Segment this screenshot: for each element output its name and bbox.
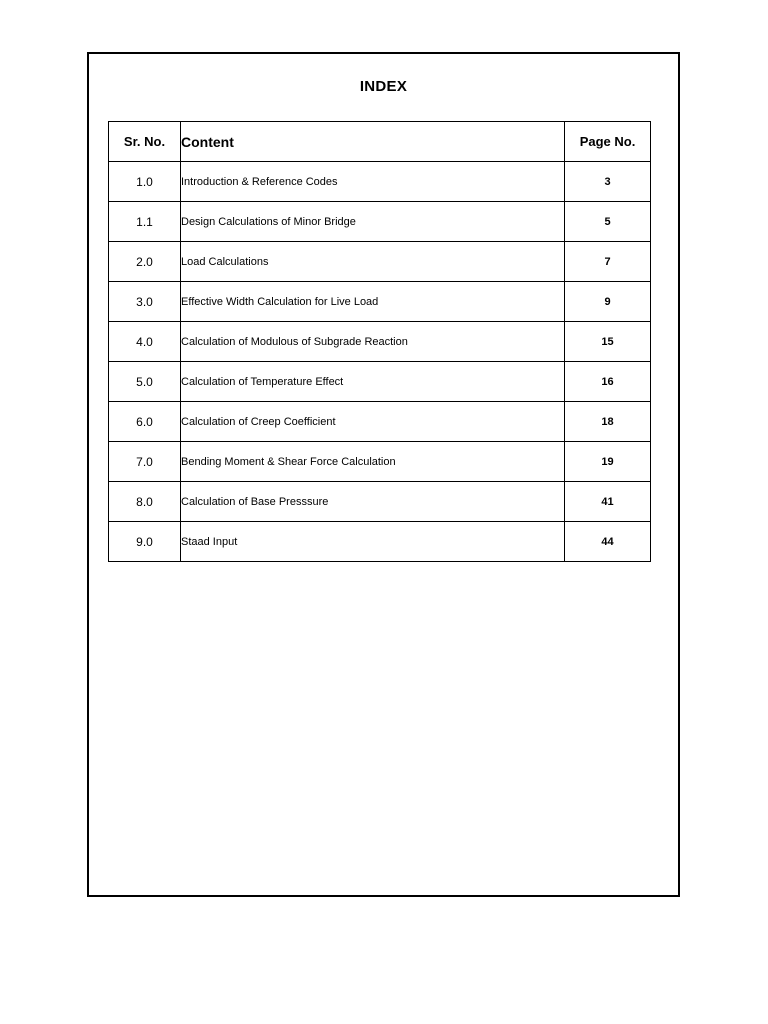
row-page-no: 15 (565, 322, 651, 362)
row-content: Design Calculations of Minor Bridge (181, 202, 565, 242)
row-sr-no: 6.0 (109, 402, 181, 442)
row-page-no: 9 (565, 282, 651, 322)
table-row (109, 162, 651, 202)
table-row (109, 482, 651, 522)
row-sr-no: 5.0 (109, 362, 181, 402)
row-page-no: 18 (565, 402, 651, 442)
row-page-no: 44 (565, 522, 651, 562)
row-sr-no: 1.0 (109, 162, 181, 202)
table-row (109, 442, 651, 482)
row-page-no: 16 (565, 362, 651, 402)
row-content: Load Calculations (181, 242, 565, 282)
row-content: Bending Moment & Shear Force Calculation (181, 442, 565, 482)
header-content: Content (181, 122, 565, 162)
index-table (108, 121, 651, 562)
table-row (109, 202, 651, 242)
row-content: Calculation of Creep Coefficient (181, 402, 565, 442)
row-content: Introduction & Reference Codes (181, 162, 565, 202)
table-row (109, 402, 651, 442)
row-sr-no: 8.0 (109, 482, 181, 522)
header-page-no: Page No. (565, 122, 651, 162)
page-frame (87, 52, 680, 897)
row-sr-no: 7.0 (109, 442, 181, 482)
row-content: Calculation of Base Presssure (181, 482, 565, 522)
row-page-no: 5 (565, 202, 651, 242)
table-row (109, 522, 651, 562)
row-content: Effective Width Calculation for Live Load (181, 282, 565, 322)
page-title: INDEX (359, 78, 408, 95)
row-sr-no: 3.0 (109, 282, 181, 322)
row-sr-no: 4.0 (109, 322, 181, 362)
row-sr-no: 9.0 (109, 522, 181, 562)
row-sr-no: 2.0 (109, 242, 181, 282)
row-page-no: 41 (565, 482, 651, 522)
row-page-no: 19 (565, 442, 651, 482)
header-sr-no: Sr. No. (109, 122, 181, 162)
table-row (109, 282, 651, 322)
row-page-no: 3 (565, 162, 651, 202)
table-row (109, 362, 651, 402)
row-page-no: 7 (565, 242, 651, 282)
table-row (109, 242, 651, 282)
table-header-row (109, 122, 651, 162)
table-row (109, 322, 651, 362)
row-content: Calculation of Modulous of Subgrade Reaction (181, 322, 565, 362)
row-content: Staad Input (181, 522, 565, 562)
row-sr-no: 1.1 (109, 202, 181, 242)
row-content: Calculation of Temperature Effect (181, 362, 565, 402)
